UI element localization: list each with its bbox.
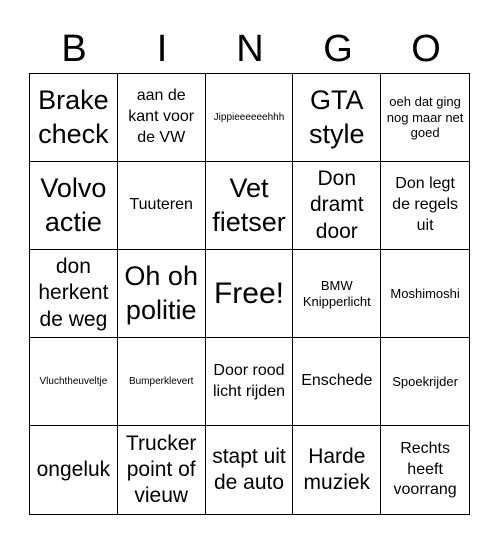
bingo-board bbox=[29, 73, 470, 515]
header-letter-n: N bbox=[236, 27, 264, 70]
bingo-header bbox=[30, 26, 470, 72]
header-letter-b: B bbox=[61, 27, 87, 70]
bingo-cell[interactable]: Jippieeeeeehhh bbox=[206, 74, 294, 162]
bingo-cell[interactable]: Rechts heeft voorrang bbox=[393, 439, 457, 499]
bingo-cell[interactable]: Tuuteren bbox=[118, 162, 206, 250]
bingo-cell[interactable]: ongeluk bbox=[30, 426, 118, 514]
bingo-cell[interactable]: aan de kant voor de VW bbox=[118, 74, 206, 162]
bingo-cell[interactable]: BMW Knipperlicht bbox=[293, 250, 381, 338]
header-letter-g: G bbox=[323, 27, 353, 70]
bingo-cell[interactable]: Vluchtheuveltje bbox=[30, 338, 118, 426]
bingo-cell[interactable]: Door rood licht rijden bbox=[206, 338, 294, 426]
bingo-cell[interactable]: GTA style bbox=[293, 74, 381, 162]
bingo-cell[interactable]: Enschede bbox=[293, 338, 381, 426]
bingo-cell[interactable]: don herkent de weg bbox=[30, 250, 118, 338]
bingo-cell[interactable]: Don dramt door bbox=[293, 162, 381, 250]
bingo-cell[interactable]: Spoekrijder bbox=[381, 338, 469, 426]
bingo-cell[interactable]: Bumperklevert bbox=[118, 338, 206, 426]
bingo-cell[interactable]: Volvo actie bbox=[30, 162, 118, 250]
bingo-cell[interactable]: oeh dat ging nog maar net goed bbox=[381, 74, 469, 162]
bingo-cell[interactable]: Vet fietser bbox=[206, 162, 294, 250]
header-letter-o: O bbox=[411, 27, 441, 70]
free-space[interactable]: Free! bbox=[206, 250, 294, 338]
bingo-cell[interactable]: Oh oh politie bbox=[118, 250, 206, 338]
bingo-cell[interactable]: Trucker point of vieuw bbox=[118, 426, 206, 514]
bingo-cell[interactable]: stapt uit de auto bbox=[206, 426, 294, 514]
bingo-cell[interactable]: Harde muziek bbox=[293, 426, 381, 514]
bingo-cell[interactable]: Brake check bbox=[30, 74, 118, 162]
bingo-cell[interactable]: Don legt de regels uit bbox=[381, 162, 469, 250]
header-letter-i: I bbox=[156, 27, 168, 70]
bingo-cell[interactable]: Moshimoshi bbox=[381, 250, 469, 338]
